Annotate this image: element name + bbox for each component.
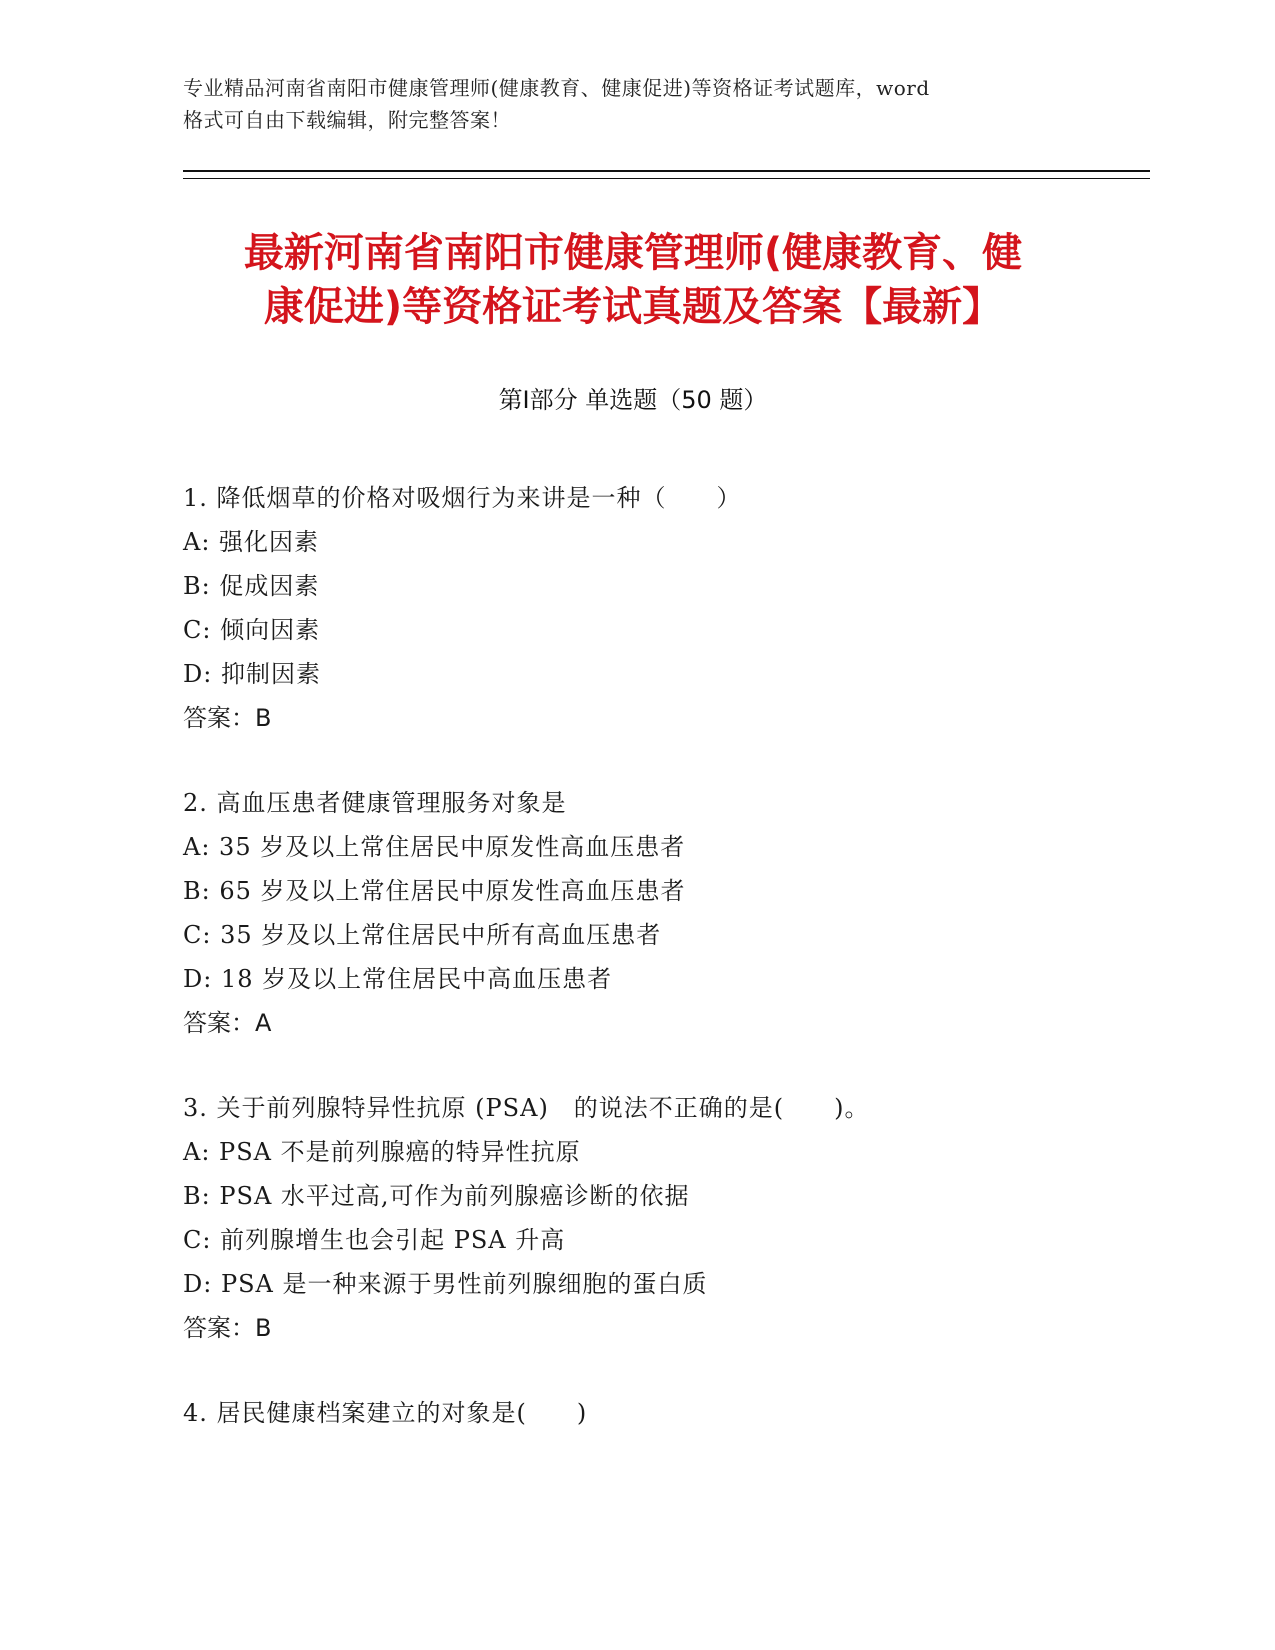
- document-title-line-1: 最新河南省南阳市健康管理师(健康教育、健: [243, 230, 1023, 276]
- question-option: A: 强化因素: [183, 528, 320, 556]
- question-option: D: PSA 是一种来源于男性前列腺细胞的蛋白质: [183, 1270, 708, 1298]
- question-item: [183, 476, 1143, 740]
- question-option: C: 倾向因素: [183, 616, 321, 644]
- question-option: A: 35 岁及以上常住居民中原发性高血压患者: [183, 833, 686, 861]
- header-note: [183, 72, 1073, 136]
- question-answer: 答案：A: [183, 1009, 272, 1037]
- header-divider-thick: [183, 170, 1150, 172]
- header-divider-thin: [183, 178, 1150, 179]
- question-stem: 3. 关于前列腺特异性抗原 (PSA) 的说法不正确的是( )。: [183, 1094, 870, 1122]
- question-option: D: 18 岁及以上常住居民中高血压患者: [183, 965, 613, 993]
- question-stem: 1. 降低烟草的价格对吸烟行为来讲是一种（ ）: [183, 484, 742, 512]
- question-option: C: 35 岁及以上常住居民中所有高血压患者: [183, 921, 662, 949]
- question-option: B: 促成因素: [183, 572, 320, 600]
- document-title-line-2: 康促进)等资格证考试真题及答案【最新】: [263, 284, 1003, 330]
- header-note-line-2: 格式可自由下载编辑，附完整答案！: [183, 108, 511, 132]
- header-note-line-1: 专业精品河南省南阳市健康管理师(健康教育、健康促进)等资格证考试题库，word: [183, 76, 930, 100]
- question-stem: 4. 居民健康档案建立的对象是( ): [183, 1399, 588, 1427]
- question-option: B: PSA 水平过高,可作为前列腺癌诊断的依据: [183, 1182, 690, 1210]
- question-item: [183, 781, 1143, 1045]
- question-stem: 2. 高血压患者健康管理服务对象是: [183, 789, 567, 817]
- question-list: [183, 476, 1143, 1476]
- question-item: [183, 1391, 1143, 1435]
- section-heading: 第Ⅰ部分 单选题（50 题）: [498, 386, 768, 414]
- question-option: A: PSA 不是前列腺癌的特异性抗原: [183, 1138, 581, 1166]
- question-item: [183, 1086, 1143, 1350]
- document-title: [183, 226, 1083, 334]
- question-answer: 答案：B: [183, 704, 272, 732]
- question-option: B: 65 岁及以上常住居民中原发性高血压患者: [183, 877, 686, 905]
- question-option: D: 抑制因素: [183, 660, 321, 688]
- question-answer: 答案：B: [183, 1314, 272, 1342]
- question-option: C: 前列腺增生也会引起 PSA 升高: [183, 1226, 566, 1254]
